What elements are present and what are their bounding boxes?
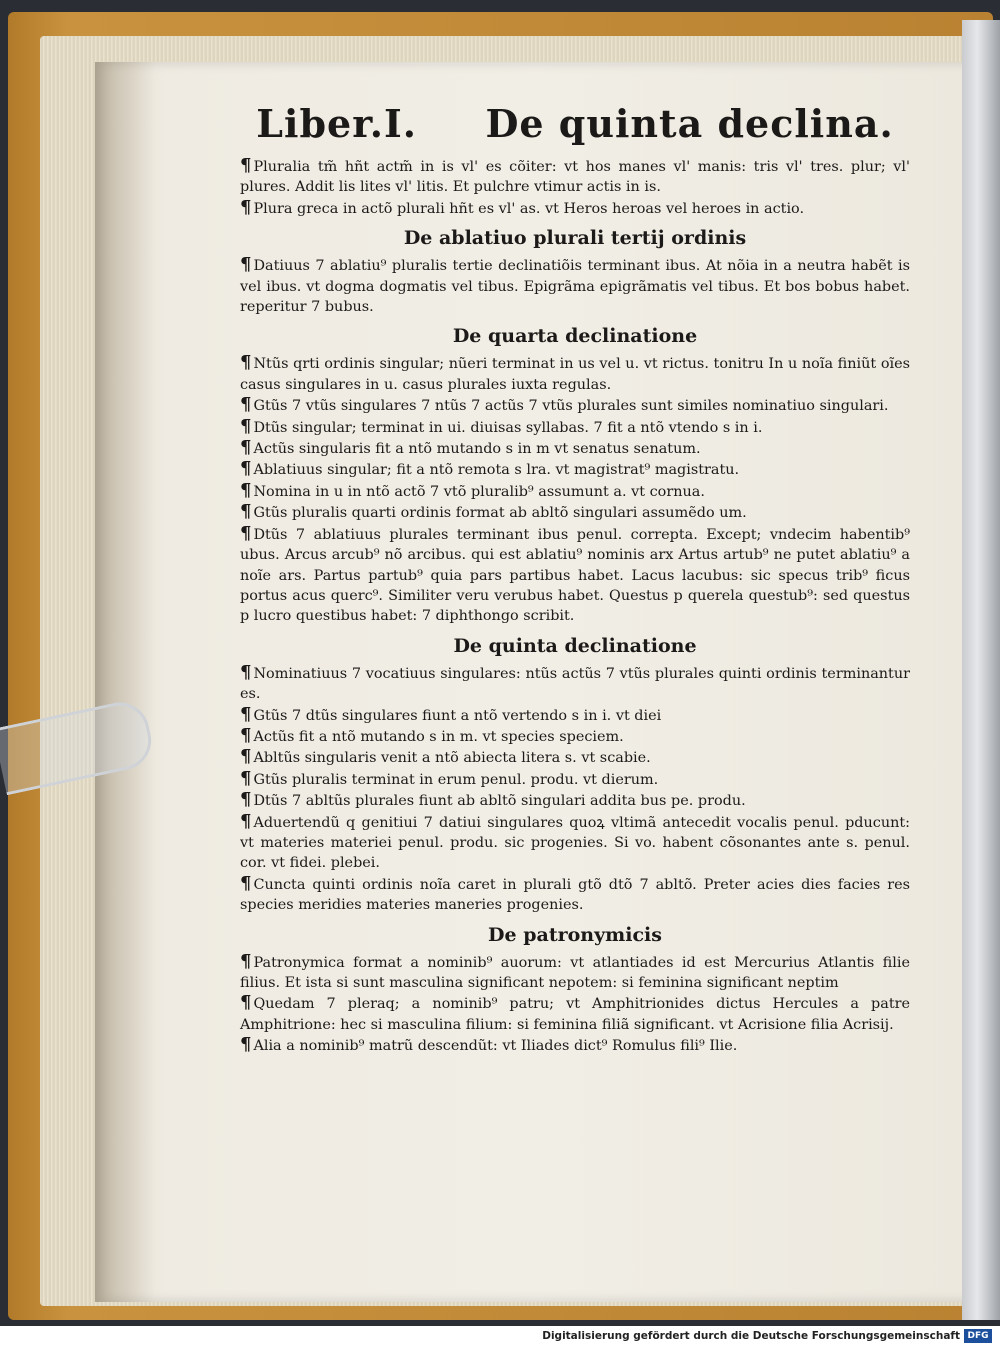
- paragraph-mark-icon: ¶: [240, 724, 252, 746]
- paragraph-text: Gtũs pluralis terminat in erum penul. produ. vt dierum.: [253, 771, 659, 788]
- heading-chapter-title: De quinta declina.: [485, 101, 894, 146]
- paragraph: [240, 417, 910, 438]
- paragraph-text: Nomina in u in ntõ actõ 7 vtõ pluralib⁹ assumunt a. vt cornua.: [253, 483, 705, 500]
- paragraph: [240, 705, 910, 726]
- paragraph-mark-icon: ¶: [240, 522, 252, 544]
- paragraph: [240, 726, 910, 747]
- paragraph-mark-icon: ¶: [240, 872, 252, 894]
- paragraph-text: Gtũs pluralis quarti ordinis format ab abltõ singulari assumẽdo um.: [253, 505, 747, 522]
- paragraph-text: Pluralia tm̃ hñt actm̃ in is vl' es cõiter: vt hos manes vl' manis: tris vl' tres. plur; vl' plures. Addit lis lites vl' litis. Et pulchre vtimur actis in is.: [240, 159, 910, 196]
- paragraph: [240, 524, 910, 627]
- paragraph-text: Dtũs singular; terminat in ui. diuisas syllabas. 7 fit a ntõ vtendo s in i.: [253, 419, 763, 436]
- paragraph-text: Alia a nominib⁹ matrũ descendũt: vt Iliades dict⁹ Romulus fili⁹ Ilie.: [253, 1038, 738, 1055]
- paragraph-mark-icon: ¶: [240, 458, 252, 480]
- paragraph-mark-icon: ¶: [240, 746, 252, 768]
- paragraph: [240, 255, 910, 317]
- paragraph-mark-icon: ¶: [240, 254, 252, 276]
- paragraph-mark-icon: ¶: [240, 437, 252, 459]
- paragraph-text: Actũs fit a ntõ mutando s in m. vt species speciem.: [253, 728, 624, 745]
- paragraph-text: Ablatiuus singular; fit a ntõ remota s lra. vt magistrat⁹ magistratu.: [253, 462, 740, 479]
- paragraph-mark-icon: ¶: [240, 479, 252, 501]
- paragraph-mark-icon: ¶: [240, 501, 252, 523]
- section-title: De quinta declinatione: [453, 634, 697, 657]
- paragraph: [240, 874, 910, 916]
- section-title: De patronymicis: [488, 923, 662, 946]
- paragraph-mark-icon: ¶: [240, 415, 252, 437]
- paragraph-text: Actũs singularis fit a ntõ mutando s in m vt senatus senatum.: [253, 441, 701, 458]
- page-heading: [240, 100, 910, 148]
- paragraph-mark-icon: ¶: [240, 196, 252, 218]
- paragraph: [240, 395, 910, 416]
- spine-shadow: [95, 62, 155, 1302]
- paragraph: [240, 747, 910, 768]
- paragraph-text: Dtũs 7 ablatiuus plurales terminant ibus penul. correpta. Except; vndecim habentib⁹ ubus. Arcus arcub⁹ nõ arcibus. qui est ablatiu⁹ nominis arx Artus artub⁹ ne putet ablatiu⁹ a noĩe ars. Partus partub⁹ quia pars partibus habet. Lacus lacubus: sic specus trib⁹ ficus portus acus querc⁹. Similiter veru verubus habet. Questus p querela questub⁹: sed questus p lucro questibus habet: 7 diphthongo scribit.: [240, 526, 910, 625]
- paragraph: [240, 481, 910, 502]
- paragraph-mark-icon: ¶: [240, 767, 252, 789]
- paragraph: [240, 1035, 910, 1056]
- paragraph-text: Quedam 7 pleraq; a nominib⁹ patru; vt Amphitrionides dictus Hercules a patre Amphitrione: hec si masculina filium: si feminina filiã significant. vt Acrisione filia Acrisij.: [240, 996, 910, 1033]
- page-clamp: [962, 20, 1000, 1320]
- paragraph-text: Gtũs 7 dtũs singulares fiunt a ntõ vertendo s in i. vt diei: [253, 707, 662, 724]
- paragraph: [240, 353, 910, 395]
- paragraph-text: Patronymica format a nominib⁹ auorum: vt atlantiades id est Mercurius Atlantis filie filius. Et ista si sunt masculina significant nepotem: si feminina significant neptim: [240, 954, 910, 991]
- paragraph: [240, 952, 910, 994]
- paragraph: [240, 812, 910, 874]
- paragraph-mark-icon: ¶: [240, 394, 252, 416]
- paragraph-text: Gtũs 7 vtũs singulares 7 ntũs 7 actũs 7 vtũs plurales sunt similes nominatiuo singulari.: [253, 398, 889, 415]
- paragraph-mark-icon: ¶: [240, 992, 252, 1014]
- text-blocks: [240, 156, 910, 1057]
- paragraph-text: Cuncta quinti ordinis noĩa caret in plurali gtõ dtõ 7 abltõ. Preter acies dies facies res species meridies materies maneries progenies.: [240, 876, 910, 914]
- paragraph-mark-icon: ¶: [240, 703, 252, 725]
- paragraph-mark-icon: ¶: [240, 1034, 252, 1056]
- paragraph-mark-icon: ¶: [240, 352, 252, 374]
- paragraph: [240, 459, 910, 480]
- paragraph: [240, 769, 910, 790]
- paragraph-mark-icon: ¶: [240, 661, 252, 683]
- footer-credit: Digitalisierung gefördert durch die Deutsche Forschungsgemeinschaft: [542, 1330, 960, 1342]
- paragraph-mark-icon: ¶: [240, 155, 252, 176]
- section-title: De ablatiuo plurali tertij ordinis: [403, 227, 747, 250]
- paragraph: [240, 502, 910, 523]
- paragraph-text: Aduertendũ q genitiui 7 datiui singulares quoꝝ vltimã antecedit vocalis penul. pducunt: vt materies materiei penul. produ. sic progenies. Si vo. habent cõsonantes ante s. penul. cor. vt fidei. plebei.: [240, 814, 910, 872]
- paragraph-mark-icon: ¶: [240, 789, 252, 811]
- page-text: [240, 100, 910, 1057]
- paragraph-mark-icon: ¶: [240, 950, 252, 972]
- section-title: De quarta declinatione: [452, 325, 698, 348]
- paragraph: [240, 790, 910, 811]
- paragraph: [240, 438, 910, 459]
- paragraph-text: Dtũs 7 abltũs plurales fiunt ab abltõ singulari addita bus pe. produ.: [253, 793, 746, 810]
- paragraph: [240, 993, 910, 1035]
- paragraph: [240, 663, 910, 705]
- paragraph-mark-icon: ¶: [240, 810, 252, 832]
- heading-book-number: Liber.I.: [256, 101, 417, 146]
- dfg-logo: DFG: [964, 1329, 992, 1343]
- paragraph: [240, 156, 910, 198]
- paragraph: [240, 198, 910, 219]
- paragraph-text: Plura greca in actõ plurali hñt es vl' as. vt Heros heroas vel heroes in actio.: [253, 200, 805, 217]
- paragraph-text: Ntũs qrti ordinis singular; nũeri terminat in us vel u. vt rictus. tonitru In u noĩa finiũt oĩes casus singulares in u. casus plurales iuxta regulas.: [240, 356, 910, 393]
- paragraph-text: Abltũs singularis venit a ntõ abiecta litera s. vt scabie.: [253, 750, 651, 767]
- paragraph-text: Nominatiuus 7 vocatiuus singulares: ntũs actũs 7 vtũs plurales quinti ordinis terminantur es.: [240, 665, 910, 703]
- paragraph-text: Datiuus 7 ablatiu⁹ pluralis tertie declinatiõis terminant ibus. At nõia in a neutra habẽt is vel ibus. vt dogma dogmatis vel tibus. Epigrãma epigrãmatis vel tibus. Et bos bobus habet. reperitur 7 bubus.: [240, 258, 910, 316]
